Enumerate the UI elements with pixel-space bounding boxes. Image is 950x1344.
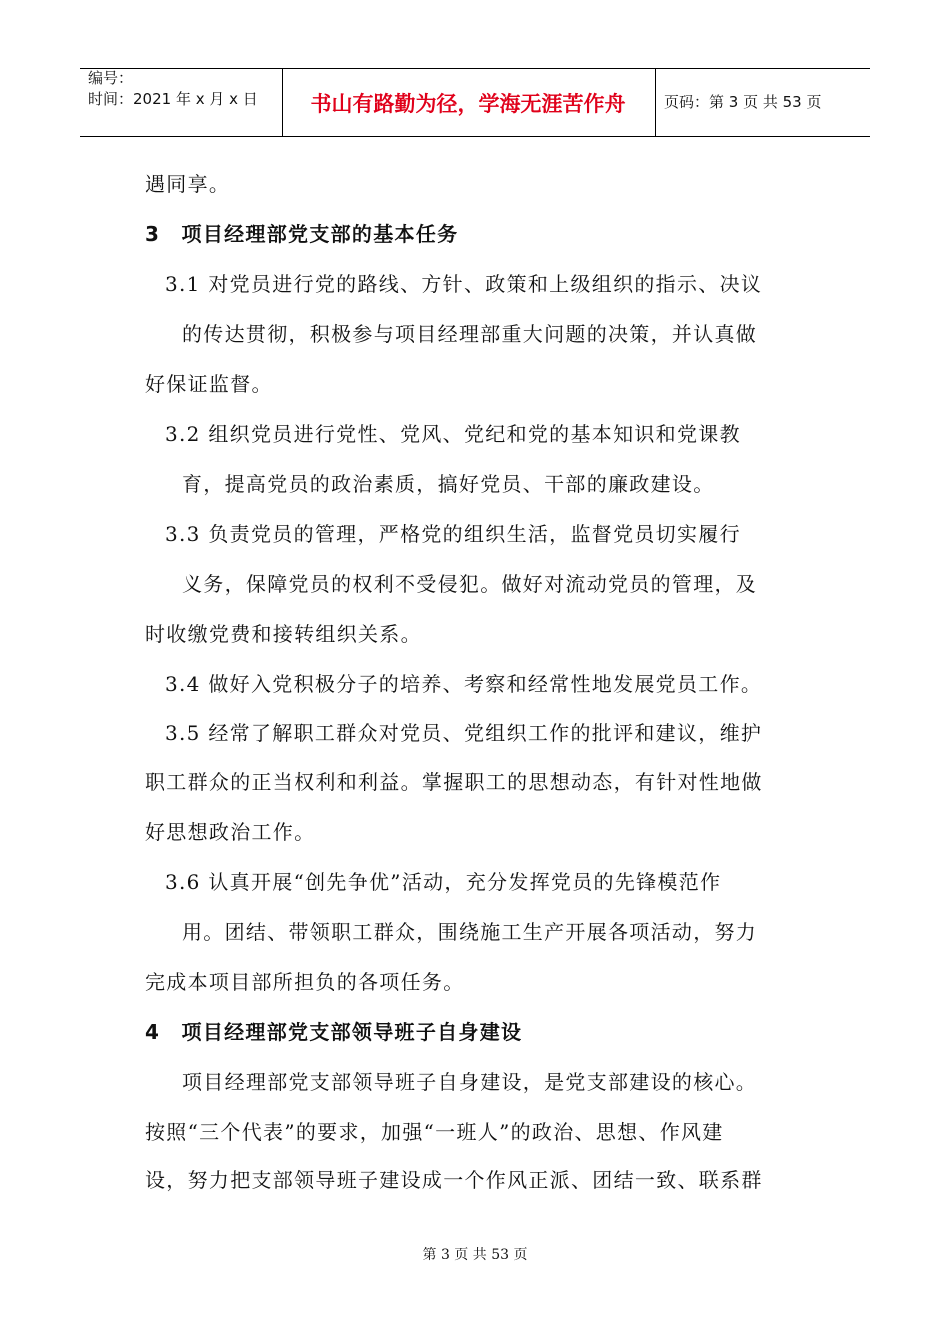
body-line: 项目经理部党支部领导班子自身建设，是党支部建设的核心。 (182, 1070, 758, 1094)
header-motto: 书山有路勤为径，学海无涯苦作舟 (310, 92, 626, 116)
header-bottom-rule (80, 136, 870, 137)
section-heading-4: 4 项目经理部党支部领导班子自身建设 (145, 1020, 523, 1044)
list-item-3-6: 3.6 认真开展“创先争优”活动，充分发挥党员的先锋模范作 (165, 870, 722, 894)
body-line: 按照“三个代表”的要求，加强“一班人”的政治、思想、作风建 (145, 1120, 724, 1144)
list-item-3-1: 3.1 对党员进行党的路线、方针、政策和上级组织的指示、决议 (165, 272, 763, 296)
section-heading-3: 3 项目经理部党支部的基本任务 (145, 222, 459, 246)
body-line: 好思想政治工作。 (145, 820, 316, 844)
header-divider-right (655, 68, 656, 136)
body-line: 完成本项目部所担负的各项任务。 (145, 970, 465, 994)
page-footer: 第 3 页 共 53 页 (422, 1247, 528, 1263)
body-line: 好保证监督。 (145, 372, 273, 396)
document-number-label: 编号： (88, 69, 134, 87)
body-line: 育，提高党员的政治素质，搞好党员、干部的廉政建设。 (182, 472, 715, 496)
header-page-info: 页码：第 3 页 共 53 页 (664, 93, 822, 111)
body-line: 遇同享。 (145, 172, 231, 196)
body-line: 的传达贯彻，积极参与项目经理部重大问题的决策，并认真做 (182, 322, 758, 346)
body-line: 时收缴党费和接转组织关系。 (145, 622, 422, 646)
body-line: 职工群众的正当权利和利益。掌握职工的思想动态，有针对性地做 (145, 770, 763, 794)
body-line: 设，努力把支部领导班子建设成一个作风正派、团结一致、联系群 (145, 1168, 763, 1192)
header-left-cell (88, 68, 258, 110)
list-item-3-3: 3.3 负责党员的管理，严格党的组织生活，监督党员切实履行 (165, 522, 741, 546)
list-item-3-5: 3.5 经常了解职工群众对党员、党组织工作的批评和建议，维护 (165, 721, 763, 745)
body-line: 用。团结、带领职工群众，围绕施工生产开展各项活动，努力 (182, 920, 758, 944)
body-line: 义务，保障党员的权利不受侵犯。做好对流动党员的管理，及 (182, 572, 758, 596)
document-date-label: 时间：2021 年 x 月 x 日 (88, 90, 258, 108)
list-item-3-2: 3.2 组织党员进行党性、党风、党纪和党的基本知识和党课教 (165, 422, 741, 446)
list-item-3-4: 3.4 做好入党积极分子的培养、考察和经常性地发展党员工作。 (165, 672, 763, 696)
